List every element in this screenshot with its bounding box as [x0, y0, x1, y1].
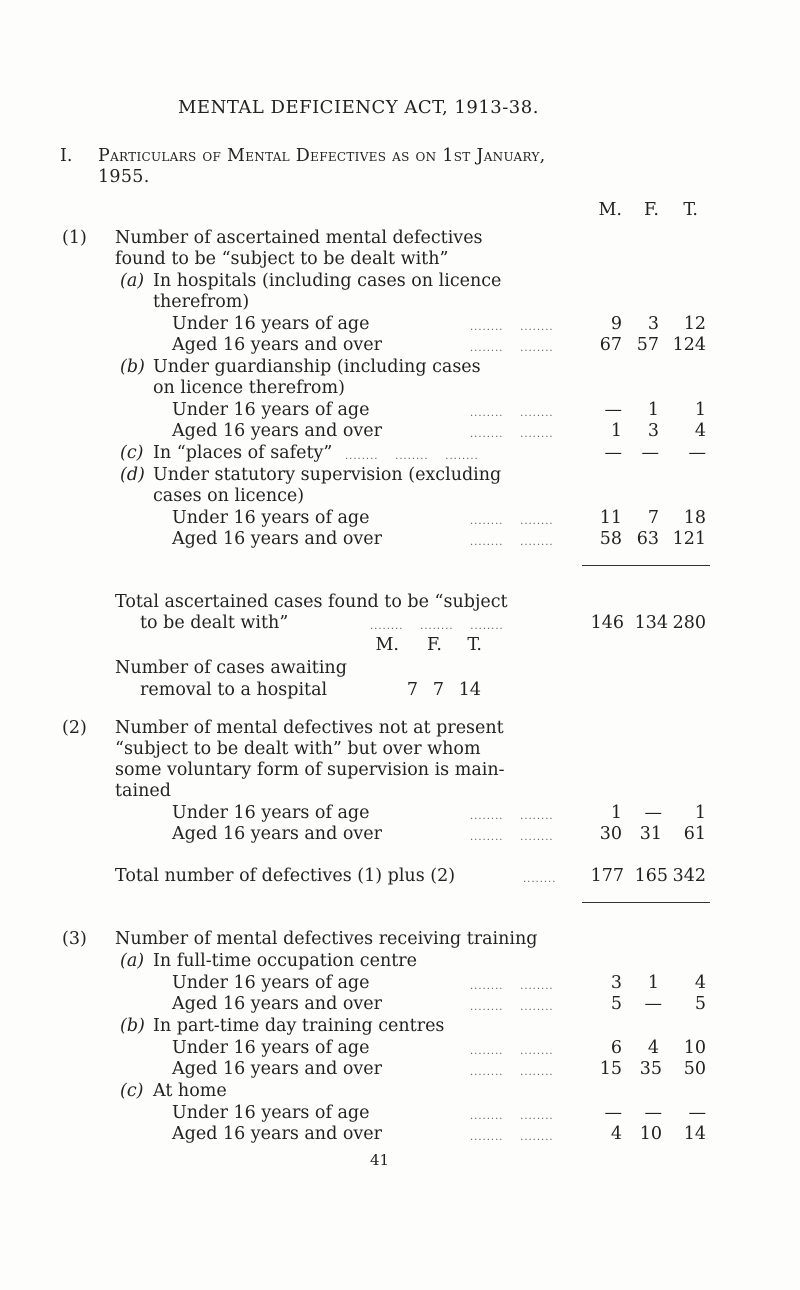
part3-b-line: In part-time day training centres [153, 1016, 445, 1036]
part1-b-line1: Under guardianship (including cases [153, 357, 481, 377]
value-m: — [604, 400, 622, 420]
leader-dots: ........ ........ [470, 408, 554, 419]
column-header-f: F. [644, 200, 659, 220]
value-t: 5 [694, 994, 706, 1014]
value-t: — [688, 443, 706, 463]
value-t: 14 [683, 1124, 706, 1144]
value-f: 31 [639, 824, 662, 844]
awaiting-header-m: M. [375, 635, 399, 655]
value-t: 18 [683, 508, 706, 528]
value-f: 3 [647, 421, 659, 441]
leader-dots: ........ ........ [470, 832, 554, 843]
value-t: 121 [672, 529, 706, 549]
part3-b-label: (b) [120, 1016, 145, 1036]
value-t: 61 [683, 824, 706, 844]
part1-intro-line2: found to be “subject to be dealt with” [115, 249, 449, 269]
value-t: 10 [683, 1038, 706, 1058]
value-t: — [688, 1103, 706, 1123]
part1-a-label: (a) [120, 271, 145, 291]
part1-c-line: In “places of safety” [153, 443, 333, 463]
part2-intro-line4: tained [115, 781, 171, 801]
value-t: 50 [683, 1059, 706, 1079]
part3-intro-line: Number of mental defectives receiving training [115, 929, 538, 949]
leader-dots: ........ ........ [470, 516, 554, 527]
leader-dots: ........ [523, 874, 557, 885]
part2-intro-line2: “subject to be dealt with” but over whom [115, 739, 481, 759]
leader-dots: ........ ........ [470, 811, 554, 822]
value-f: 57 [636, 335, 659, 355]
page-title: MENTAL DEFICIENCY ACT, 1913-38. [178, 97, 539, 118]
value-m: 5 [610, 994, 622, 1014]
value-m: 1 [610, 421, 622, 441]
value-f: 4 [647, 1038, 659, 1058]
leader-dots: ........ ........ [470, 1111, 554, 1122]
section-heading-line2: 1955. [98, 167, 150, 187]
leader-dots: ........ ........ [470, 322, 554, 333]
value-f: 63 [636, 529, 659, 549]
table-row-label: Under 16 years of age [172, 314, 370, 334]
part3-a-line: In full-time occupation centre [153, 951, 417, 971]
awaiting-line2: removal to a hospital [140, 680, 328, 700]
value-m: 6 [610, 1038, 622, 1058]
part1-c-label: (c) [120, 443, 144, 463]
value-m: 146 [590, 613, 624, 633]
value-m: — [604, 1103, 622, 1123]
value-m: 4 [610, 1124, 622, 1144]
value-m: 1 [610, 803, 622, 823]
value-m: 9 [610, 314, 622, 334]
value-t: 4 [694, 421, 706, 441]
part2-total-line: Total number of defectives (1) plus (2) [115, 866, 456, 886]
column-header-m: M. [598, 200, 622, 220]
table-row-label: Aged 16 years and over [172, 994, 382, 1014]
value-m: 7 [406, 680, 418, 700]
part1-d-line2: cases on licence) [153, 486, 305, 506]
leader-dots: ........ ........ [470, 429, 554, 440]
value-f: 134 [634, 613, 668, 633]
part1-a-line2: therefrom) [153, 292, 250, 312]
awaiting-line1: Number of cases awaiting [115, 658, 347, 678]
part3-label: (3) [62, 929, 87, 949]
table-row-label: Under 16 years of age [172, 1038, 370, 1058]
part1-a-line1: In hospitals (including cases on licence [153, 271, 502, 291]
part2-label: (2) [62, 718, 87, 738]
table-row-label: Aged 16 years and over [172, 1059, 382, 1079]
leader-dots: ........ ........ [470, 1046, 554, 1057]
value-m: — [604, 443, 622, 463]
part2-intro-line3: some voluntary form of supervision is main- [115, 760, 505, 780]
value-f: 7 [647, 508, 659, 528]
section-numeral: I. [60, 146, 73, 166]
value-f: 1 [647, 973, 659, 993]
value-f: 10 [639, 1124, 662, 1144]
value-f: 7 [432, 680, 444, 700]
table-row-label: Aged 16 years and over [172, 529, 382, 549]
part1-label: (1) [62, 228, 87, 248]
leader-dots: ........ ........ [470, 537, 554, 548]
value-f: — [644, 994, 662, 1014]
total-rule [582, 565, 710, 566]
value-m: 15 [599, 1059, 622, 1079]
value-m: 67 [599, 335, 622, 355]
leader-dots: ........ ........ [470, 1132, 554, 1143]
leader-dots: ........ ........ ........ [370, 621, 504, 632]
leader-dots: ........ ........ ........ [345, 451, 479, 462]
part3-c-label: (c) [120, 1081, 144, 1101]
value-t: 4 [694, 973, 706, 993]
value-f: — [644, 1103, 662, 1123]
leader-dots: ........ ........ [470, 1002, 554, 1013]
value-m: 177 [590, 866, 624, 886]
part1-total-line2: to be dealt with” [140, 613, 289, 633]
total-rule [582, 902, 710, 903]
value-m: 30 [599, 824, 622, 844]
table-row-label: Aged 16 years and over [172, 335, 382, 355]
leader-dots: ........ ........ [470, 1067, 554, 1078]
part1-d-line1: Under statutory supervision (excluding [153, 465, 502, 485]
part1-d-label: (d) [120, 465, 145, 485]
value-f: 3 [647, 314, 659, 334]
table-row-label: Under 16 years of age [172, 973, 370, 993]
leader-dots: ........ ........ [470, 343, 554, 354]
page-number: 41 [370, 1151, 390, 1169]
value-t: 1 [694, 803, 706, 823]
part2-intro-line1: Number of mental defectives not at present [115, 718, 504, 738]
part3-c-line: At home [153, 1081, 227, 1101]
table-row-label: Under 16 years of age [172, 1103, 370, 1123]
table-row-label: Under 16 years of age [172, 803, 370, 823]
leader-dots: ........ ........ [470, 981, 554, 992]
value-f: 1 [647, 400, 659, 420]
value-f: 35 [639, 1059, 662, 1079]
value-f: — [641, 443, 659, 463]
table-row-label: Under 16 years of age [172, 508, 370, 528]
table-row-label: Aged 16 years and over [172, 1124, 382, 1144]
value-t: 280 [672, 613, 706, 633]
part3-a-label: (a) [120, 951, 145, 971]
awaiting-header-f: F. [427, 635, 442, 655]
table-row-label: Aged 16 years and over [172, 824, 382, 844]
value-f: — [644, 803, 662, 823]
part1-intro-line1: Number of ascertained mental defectives [115, 228, 483, 248]
value-t: 342 [672, 866, 706, 886]
value-t: 14 [458, 680, 481, 700]
value-t: 124 [672, 335, 706, 355]
part1-b-line2: on licence therefrom) [153, 378, 345, 398]
column-header-t: T. [683, 200, 698, 220]
part1-b-label: (b) [120, 357, 145, 377]
table-row-label: Aged 16 years and over [172, 421, 382, 441]
value-m: 58 [599, 529, 622, 549]
value-f: 165 [634, 866, 668, 886]
part1-total-line1: Total ascertained cases found to be “subject [115, 592, 508, 612]
value-t: 1 [694, 400, 706, 420]
table-row-label: Under 16 years of age [172, 400, 370, 420]
value-t: 12 [683, 314, 706, 334]
awaiting-header-t: T. [467, 635, 482, 655]
value-m: 11 [599, 508, 622, 528]
value-m: 3 [610, 973, 622, 993]
section-heading-line1: Particulars of Mental Defectives as on 1st January, [98, 146, 546, 166]
